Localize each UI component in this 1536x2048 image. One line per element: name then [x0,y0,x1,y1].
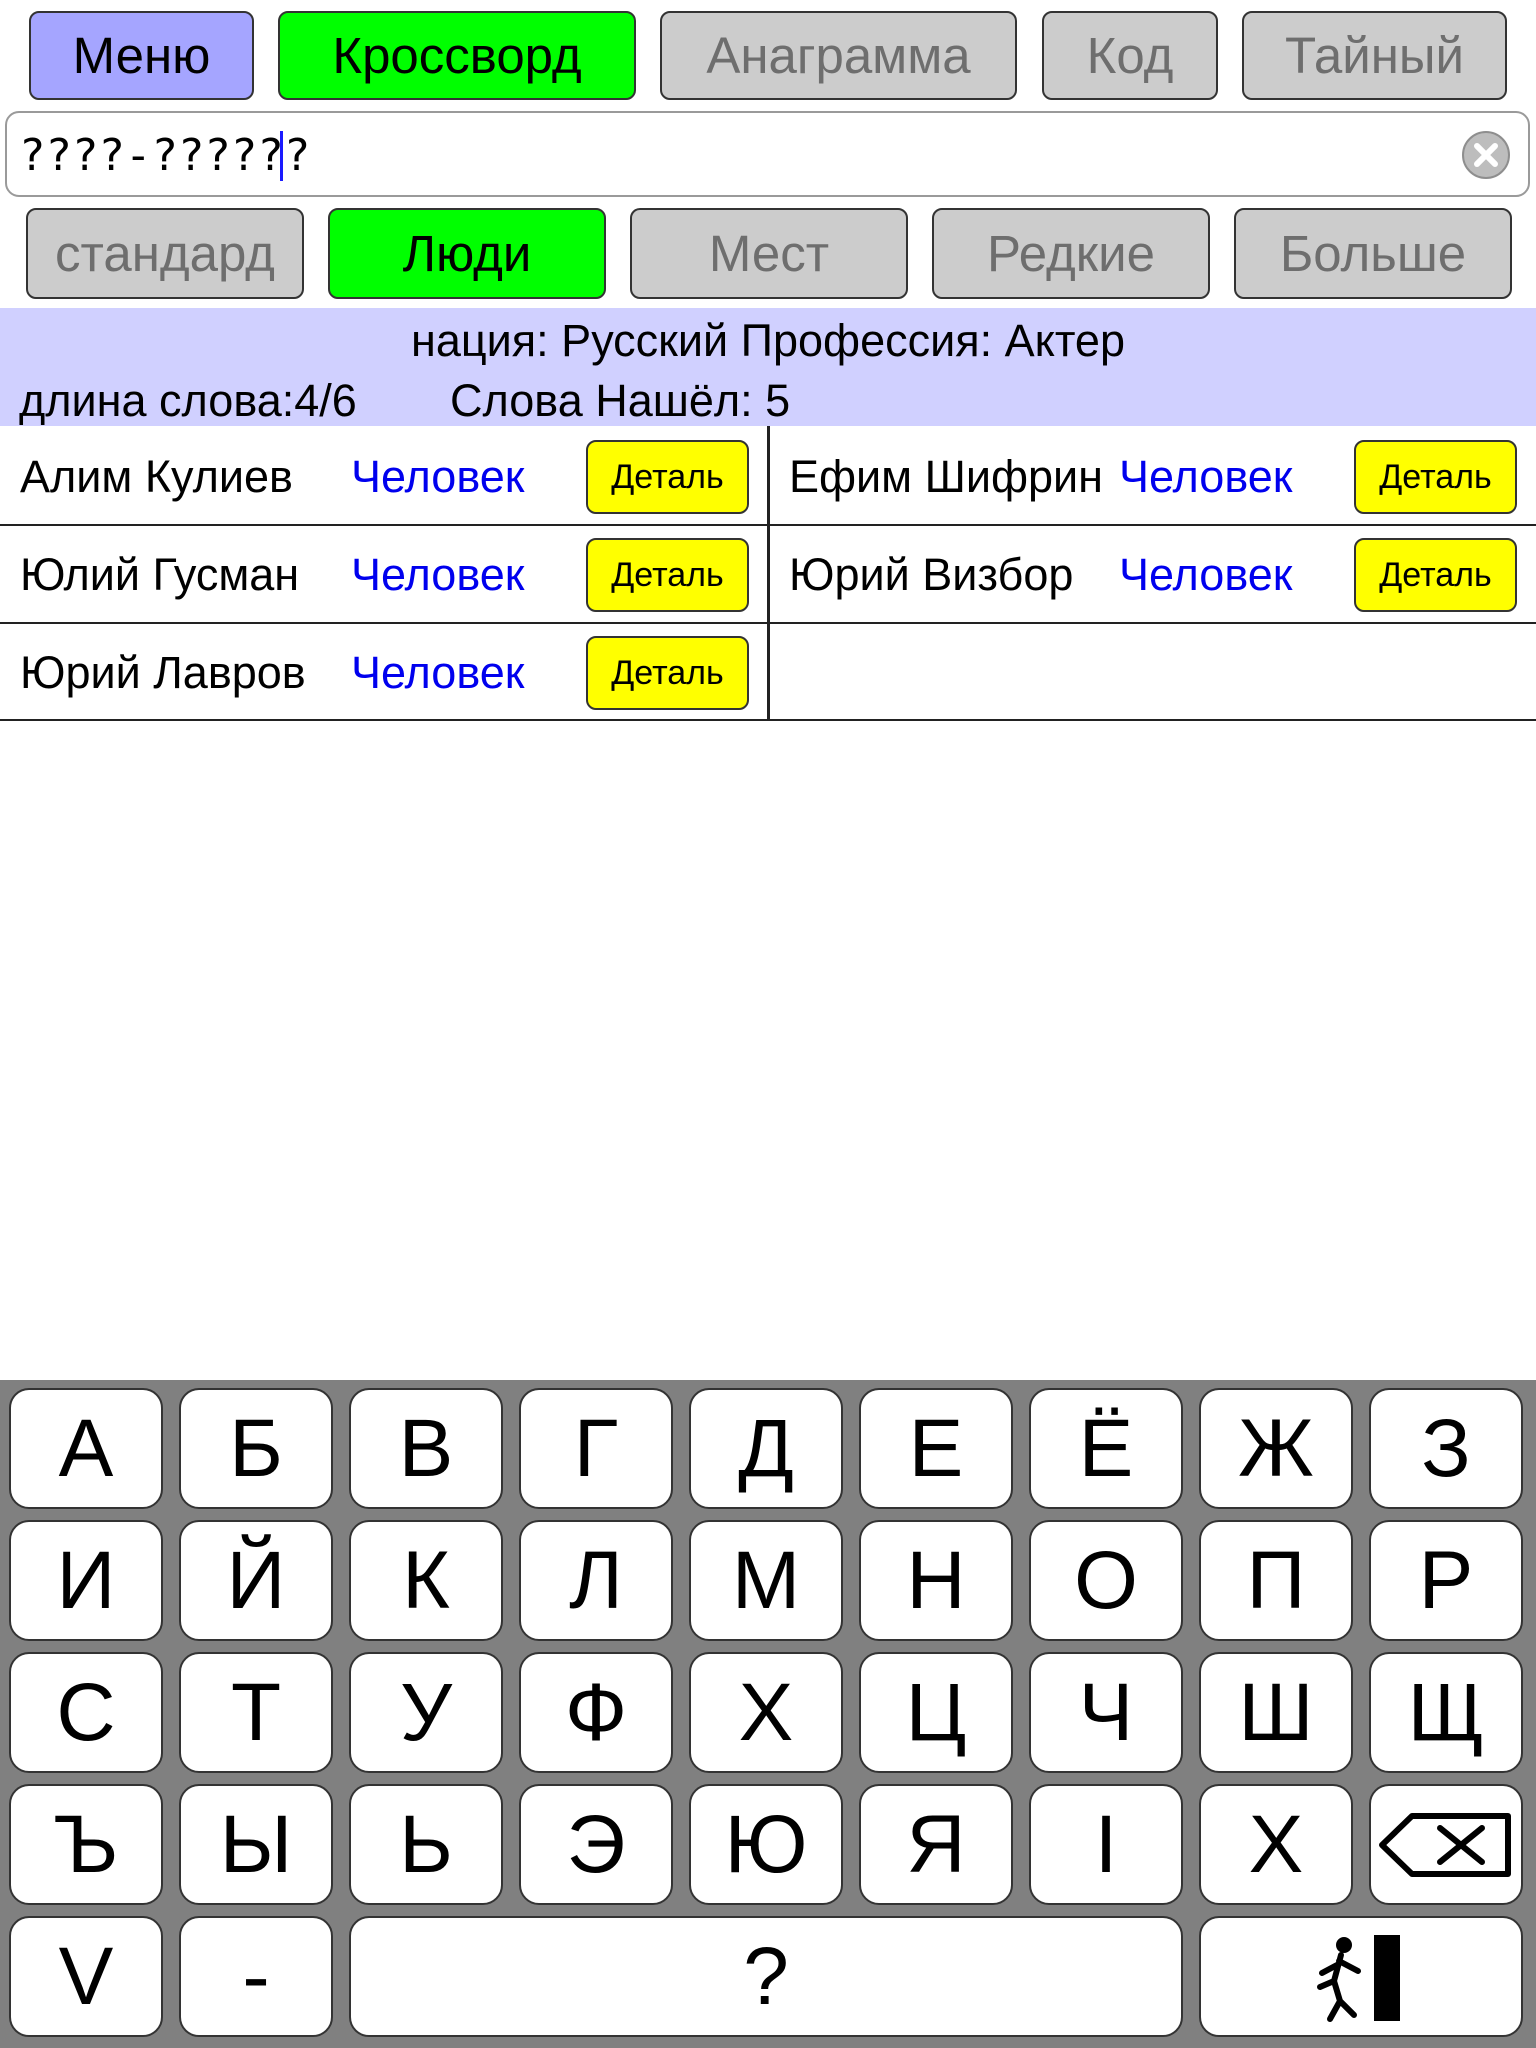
info-band [0,308,1536,426]
key-kha[interactable]: Х [689,1652,843,1773]
result-type-link[interactable]: Человек [1119,451,1293,502]
key-question-wildcard[interactable]: ? [349,1916,1183,2037]
key-yery[interactable]: Ы [179,1784,333,1905]
tab-code[interactable]: Код [1042,11,1218,100]
tab-secret[interactable]: Тайный [1242,11,1507,100]
key-v[interactable]: V [9,1916,163,2037]
backspace-icon [1378,1810,1514,1880]
keyboard [0,1380,1536,2048]
key-ve[interactable]: В [349,1388,503,1509]
key-er[interactable]: Р [1369,1520,1523,1641]
word-length: длина слова:4/6 [19,375,357,426]
exit-door-icon [1306,1929,1416,2025]
detail-button[interactable]: Деталь [1354,440,1517,514]
key-ge[interactable]: Г [519,1388,673,1509]
result-name: Алим Кулиев [20,451,293,502]
exit-button[interactable] [1199,1916,1523,2037]
result-name: Юлий Гусман [20,549,300,600]
key-hyphen[interactable]: - [179,1916,333,2037]
key-hard-sign[interactable]: Ъ [9,1784,163,1905]
result-type-link[interactable]: Человек [351,451,525,502]
detail-button[interactable]: Деталь [1354,538,1517,612]
key-ef[interactable]: Ф [519,1652,673,1773]
key-kha-2[interactable]: Х [1199,1784,1353,1905]
column-divider [767,426,770,720]
category-more[interactable]: Больше [1234,208,1512,299]
search-field[interactable] [5,111,1530,197]
key-shcha[interactable]: Щ [1369,1652,1523,1773]
result-type-link[interactable]: Человек [1119,549,1293,600]
detail-button[interactable]: Деталь [586,636,749,710]
key-es[interactable]: С [9,1652,163,1773]
result-name: Юрий Лавров [20,647,306,698]
key-yu[interactable]: Ю [689,1784,843,1905]
category-rare[interactable]: Редкие [932,208,1210,299]
category-standard[interactable]: стандард [26,208,304,299]
key-de[interactable]: Д [689,1388,843,1509]
category-places[interactable]: Мест [630,208,908,299]
filter-summary: нация: Русский Профессия: Актер [411,315,1125,366]
key-i-short[interactable]: Й [179,1520,333,1641]
result-name: Юрий Визбор [789,549,1074,600]
text-caret [280,131,283,181]
key-a[interactable]: А [9,1388,163,1509]
key-che[interactable]: Ч [1029,1652,1183,1773]
result-type-link[interactable]: Человек [351,549,525,600]
key-ka[interactable]: К [349,1520,503,1641]
key-sha[interactable]: Ш [1199,1652,1353,1773]
clear-icon[interactable] [1462,131,1510,179]
detail-button[interactable]: Деталь [586,538,749,612]
detail-button[interactable]: Деталь [586,440,749,514]
key-zhe[interactable]: Ж [1199,1388,1353,1509]
key-tse[interactable]: Ц [859,1652,1013,1773]
result-name: Ефим Шифрин [789,451,1104,502]
menu-button[interactable]: Меню [29,11,254,100]
key-el[interactable]: Л [519,1520,673,1641]
search-input[interactable] [19,127,1439,183]
key-u[interactable]: У [349,1652,503,1773]
key-pe[interactable]: П [1199,1520,1353,1641]
key-i-dotted[interactable]: І [1029,1784,1183,1905]
backspace-key[interactable] [1369,1784,1523,1905]
words-found-count: Слова Нашёл: 5 [450,375,791,426]
key-yo[interactable]: Ё [1029,1388,1183,1509]
tab-crossword[interactable]: Кроссворд [278,11,636,100]
key-e-reverse[interactable]: Э [519,1784,673,1905]
key-ya[interactable]: Я [859,1784,1013,1905]
key-em[interactable]: М [689,1520,843,1641]
key-soft-sign[interactable]: Ь [349,1784,503,1905]
result-type-link[interactable]: Человек [351,647,525,698]
key-o[interactable]: О [1029,1520,1183,1641]
tab-anagram[interactable]: Анаграмма [660,11,1017,100]
key-ze[interactable]: З [1369,1388,1523,1509]
key-be[interactable]: Б [179,1388,333,1509]
key-ye[interactable]: Е [859,1388,1013,1509]
category-people[interactable]: Люди [328,208,606,299]
key-i[interactable]: И [9,1520,163,1641]
key-en[interactable]: Н [859,1520,1013,1641]
key-te[interactable]: Т [179,1652,333,1773]
